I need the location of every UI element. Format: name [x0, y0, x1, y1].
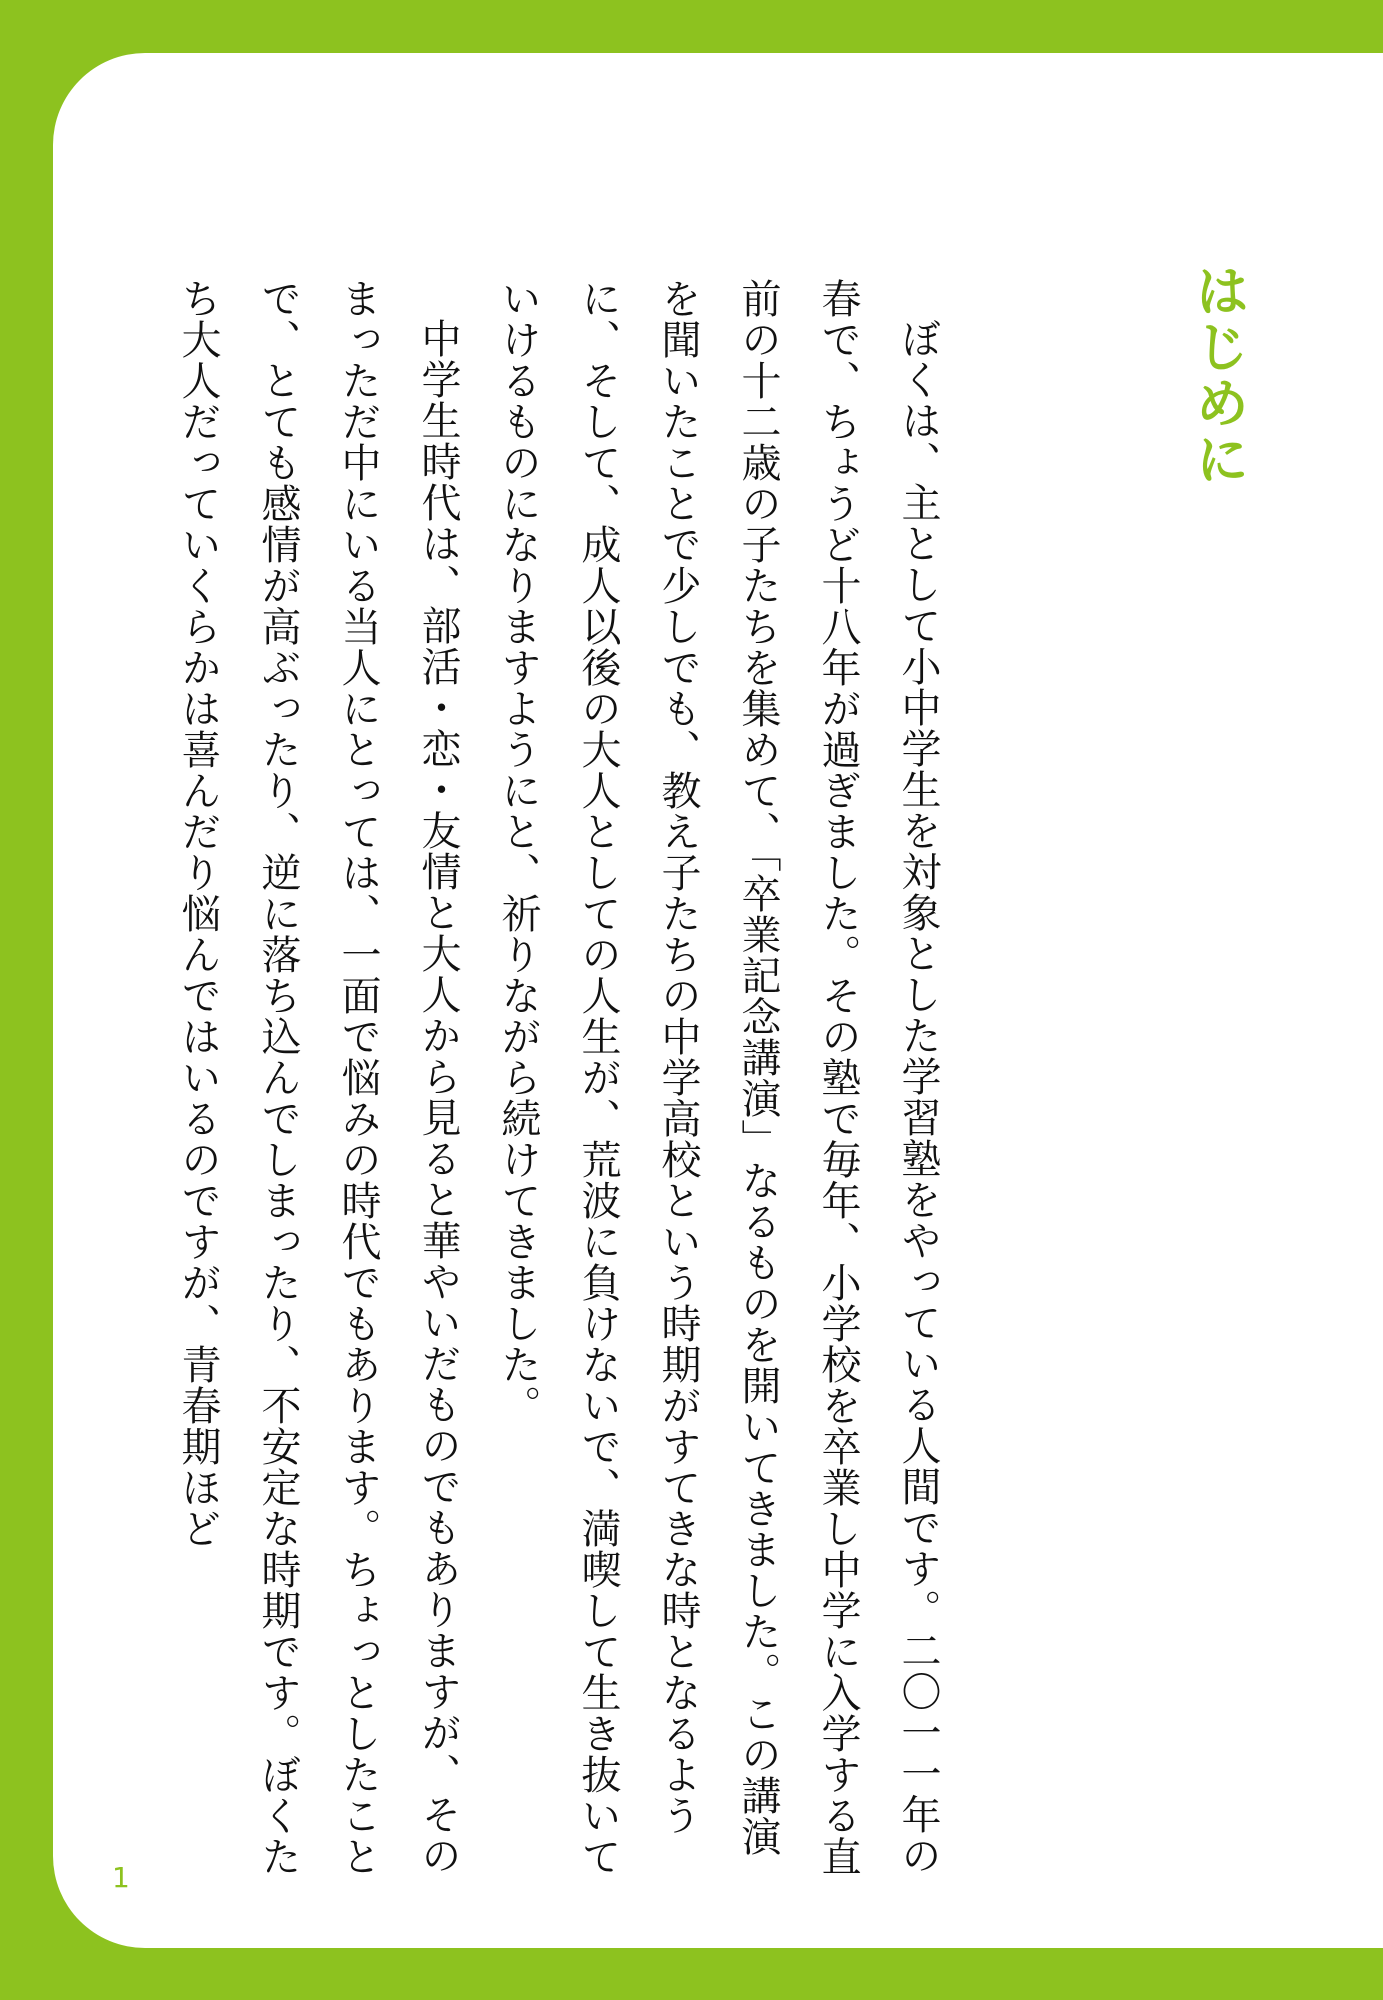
paragraph-1: ぼくは、主として小中学生を対象とした学習塾をやっている人間です。二〇一一年の春で、ちょうど十八年が過ぎました。その塾で毎年、小学校を卒業し中学に入学する直前の十二歳の子たちを集めて、「卒業記念講演」なるものを開いてきました。この講演を聞いたことで少しでも、教え子たちの中学高校という時期がすてきな時となるように、そして、成人以後の大人としての人生が、荒波に負けないで、満喫して生き抜いていけるものになりますようにと、祈りながら続けてきました。	[495, 278, 941, 1877]
page-title: はじめに	[1187, 263, 1250, 487]
page-panel	[53, 53, 1383, 1948]
body-text	[175, 278, 958, 1878]
page-number: 1	[112, 1861, 130, 1894]
paragraph-2: 中学生時代は、部活・恋・友情と大人から見ると華やいだものでもありますが、そのまっただ中にいる当人にとっては、一面で悩みの時代でもあります。ちょっとしたことで、とても感情が高ぶったり、逆に落ち込んでしまったり、不安定な時期です。ぼくたち大人だっていくらかは喜んだり悩んではいるのですが、青春期ほど	[175, 278, 461, 1877]
